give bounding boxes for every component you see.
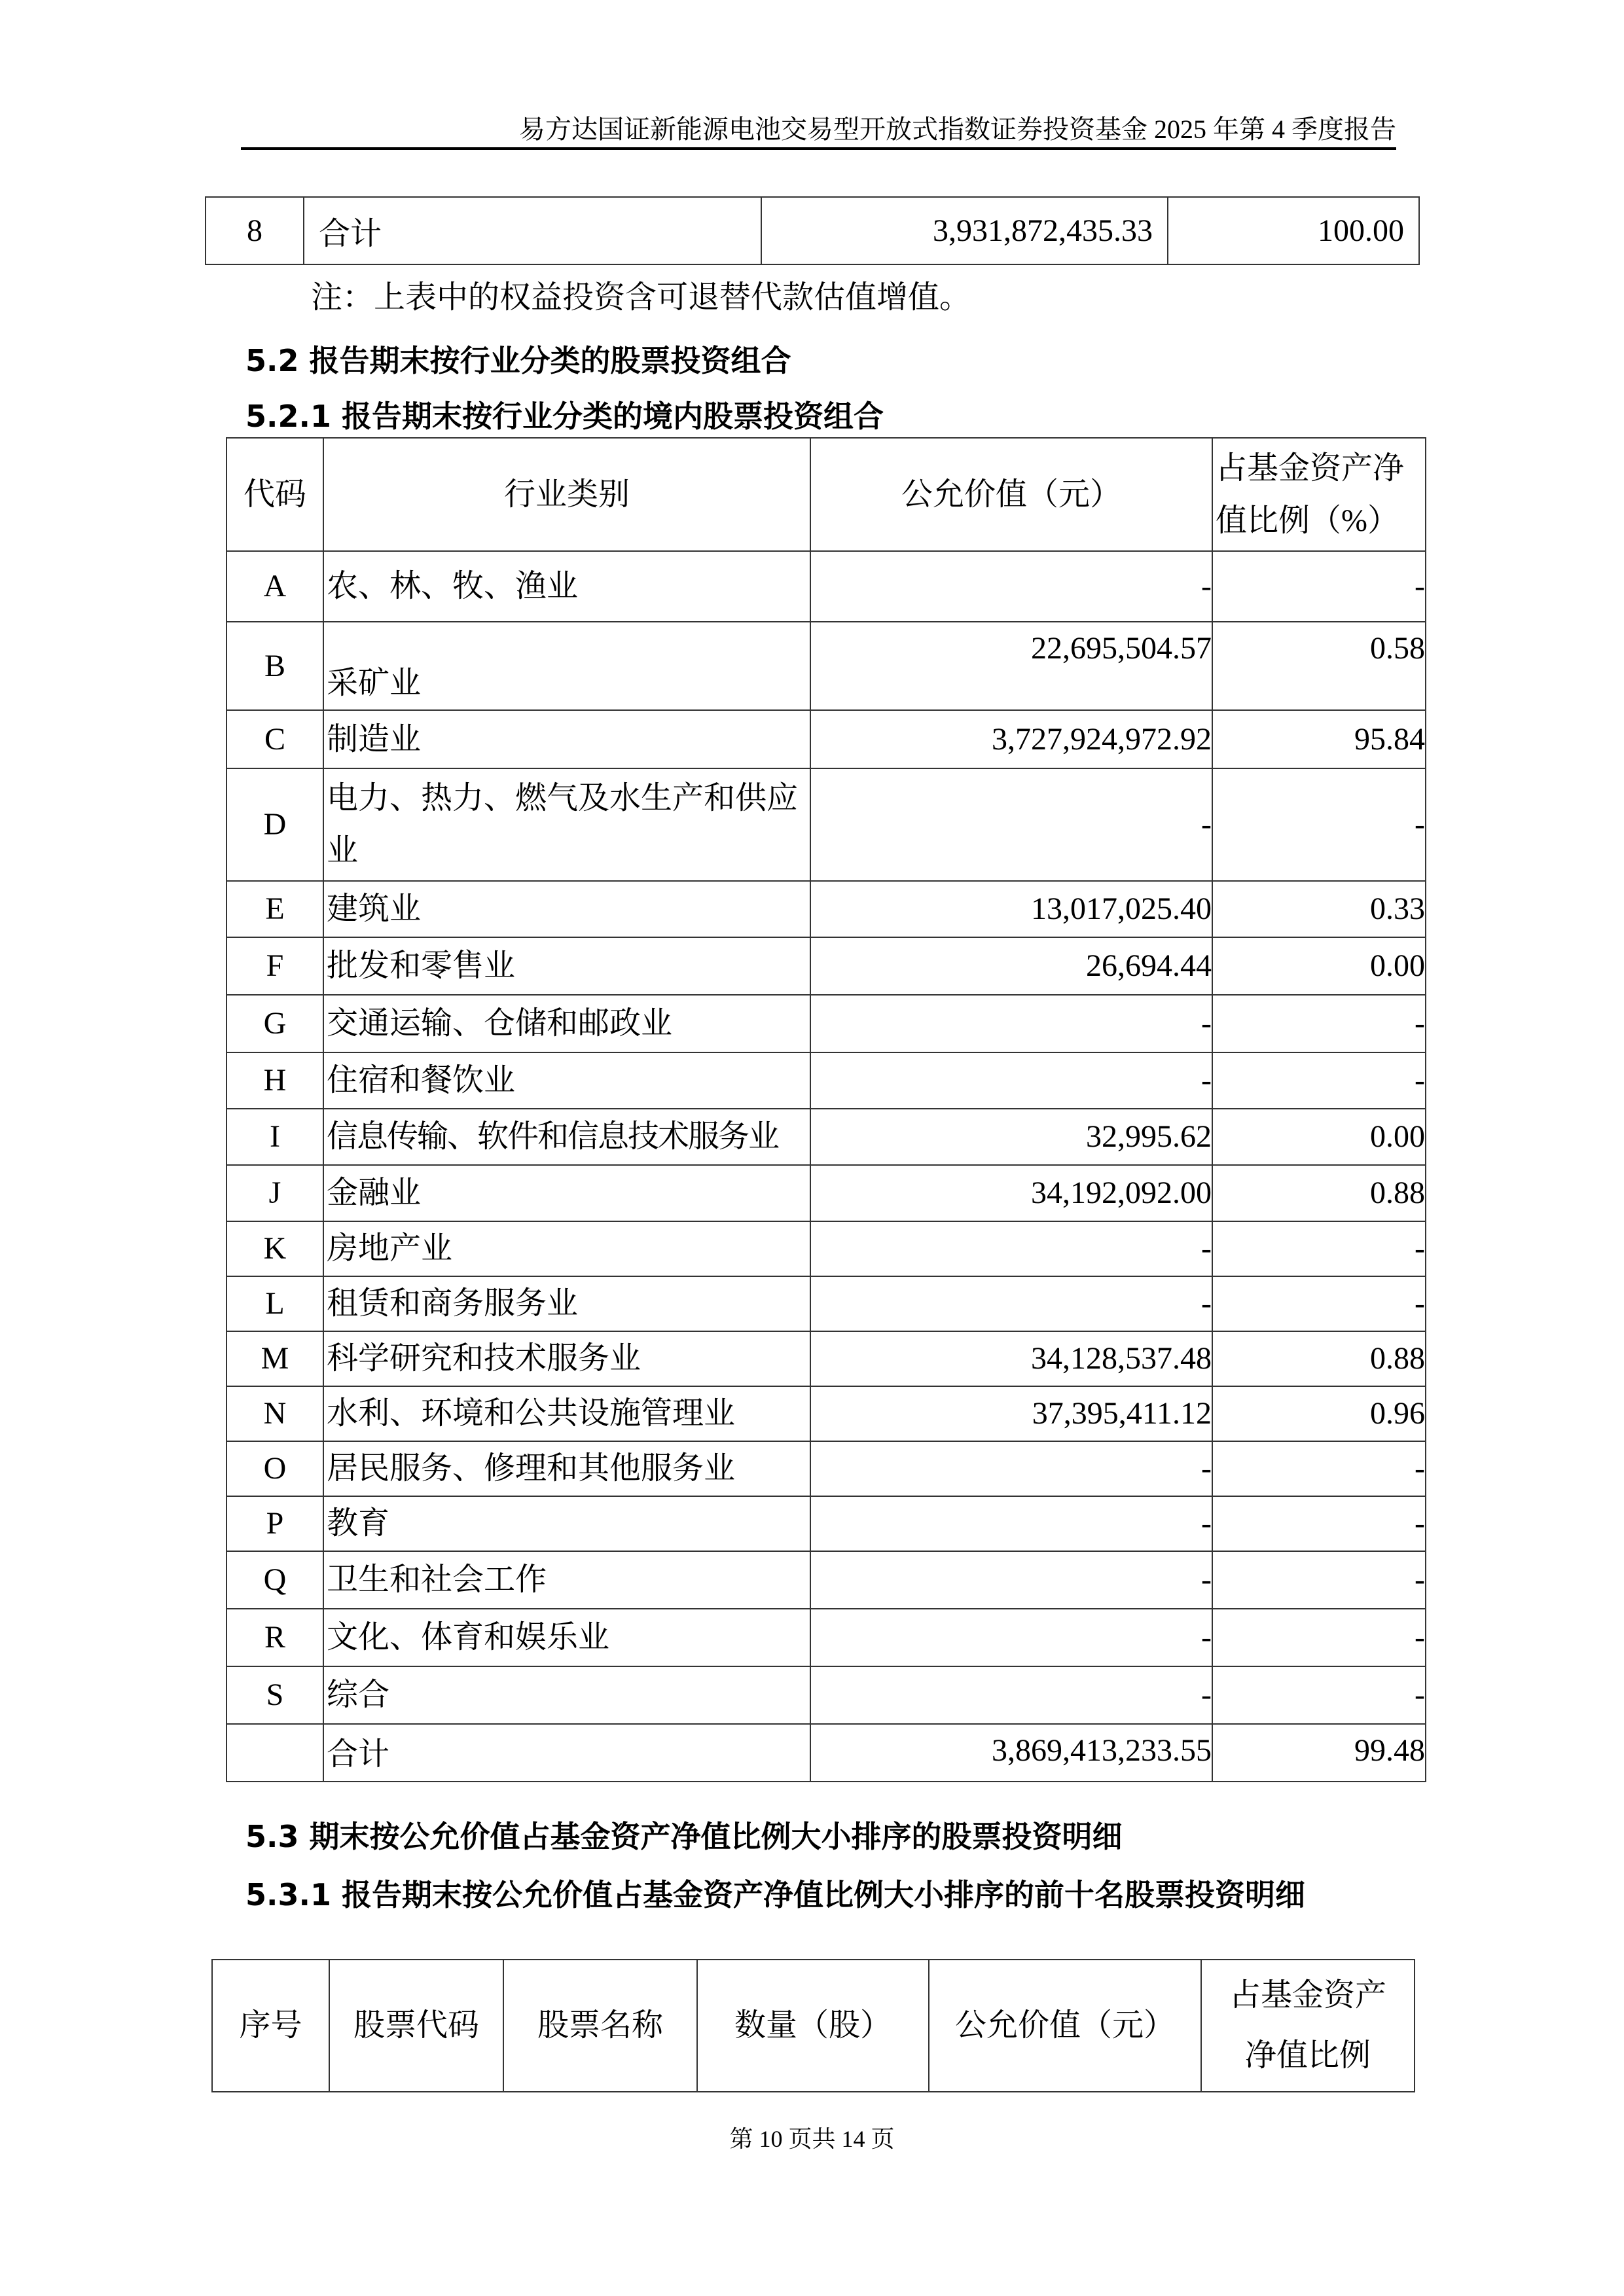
industry-code: D (226, 768, 323, 881)
industry-ratio: - (1212, 1609, 1426, 1666)
industry-fair-value: 32,995.62 (810, 1109, 1212, 1165)
industry-ratio: 0.96 (1212, 1386, 1426, 1441)
col-header-ratio-line2: 净值比例 (1244, 2038, 1371, 2073)
industry-fair-value: 34,128,537.48 (810, 1331, 1212, 1386)
page-number: 第 10 页共 14 页 (729, 2126, 895, 2152)
industry-code: C (226, 710, 323, 768)
industry-ratio: 0.00 (1212, 1109, 1426, 1165)
table-row (226, 1331, 1426, 1386)
industry-code: B (226, 622, 323, 710)
industry-fair-value: 37,395,411.12 (810, 1386, 1212, 1441)
industry-fair-value: 26,694.44 (810, 937, 1212, 995)
table-row (226, 1052, 1426, 1109)
industry-ratio: - (1212, 1221, 1426, 1276)
col-header-code: 代码 (226, 438, 323, 551)
table-row (226, 1666, 1426, 1724)
table-row (226, 881, 1426, 937)
col-header-ratio: 占基金资产净值比例（%） (1212, 438, 1426, 551)
industry-code: F (226, 937, 323, 995)
industry-name: 水利、环境和公共设施管理业 (323, 1386, 810, 1441)
industry-name: 电力、热力、燃气及水生产和供应业 (323, 768, 810, 881)
table-row (226, 710, 1426, 768)
industry-code: L (226, 1276, 323, 1331)
industry-code: E (226, 881, 323, 937)
col-header-ratio (1201, 1960, 1415, 2092)
table-row (226, 1609, 1426, 1666)
section-heading-5-3: 5.3 期末按公允价值占基金资产净值比例大小排序的股票投资明细 (245, 1819, 1123, 1854)
industry-ratio: - (1212, 995, 1426, 1052)
industry-code: Q (226, 1551, 323, 1609)
industry-fair-value: - (810, 1609, 1212, 1666)
industry-fair-value: 22,695,504.57 (810, 622, 1212, 710)
note-text: 注：上表中的权益投资含可退替代款估值增值。 (311, 280, 971, 315)
industry-ratio: - (1212, 1276, 1426, 1331)
industry-name: 建筑业 (323, 881, 810, 937)
industry-ratio: 0.58 (1212, 622, 1426, 710)
industry-fair-value: - (810, 1276, 1212, 1331)
industry-ratio: - (1212, 1441, 1426, 1496)
table-header-row (226, 438, 1426, 551)
industry-ratio: - (1212, 1551, 1426, 1609)
industry-code: S (226, 1666, 323, 1724)
industry-name: 卫生和社会工作 (323, 1551, 810, 1609)
table-row (226, 1551, 1426, 1609)
industry-ratio: 0.88 (1212, 1165, 1426, 1221)
industry-fair-value: - (810, 1496, 1212, 1551)
industry-ratio: - (1212, 551, 1426, 622)
industry-ratio: - (1212, 1496, 1426, 1551)
top10-stocks-table (211, 1959, 1415, 2092)
industry-name: 农、林、牧、渔业 (323, 551, 810, 622)
running-header: 易方达国证新能源电池交易型开放式指数证券投资基金 2025 年第 4 季度报告 (519, 115, 1396, 144)
industry-name: 文化、体育和娱乐业 (323, 1609, 810, 1666)
industry-name: 住宿和餐饮业 (323, 1052, 810, 1109)
col-header-stock-name: 股票名称 (503, 1960, 697, 2092)
industry-name: 采矿业 (323, 622, 810, 710)
table-row (226, 1109, 1426, 1165)
table-row (226, 1276, 1426, 1331)
table-row (226, 1165, 1426, 1221)
col-header-industry: 行业类别 (323, 438, 810, 551)
industry-name: 综合 (323, 1666, 810, 1724)
section-heading-5-3-1: 5.3.1 报告期末按公允价值占基金资产净值比例大小排序的前十名股票投资明细 (245, 1877, 1305, 1912)
industry-name: 教育 (323, 1496, 810, 1551)
asset-allocation-table-tail (205, 196, 1420, 265)
industry-code: A (226, 551, 323, 622)
col-header-fair-value: 公允价值（元） (929, 1960, 1201, 2092)
industry-ratio: 0.00 (1212, 937, 1426, 995)
industry-ratio: - (1212, 768, 1426, 881)
section-heading-5-2: 5.2 报告期末按行业分类的股票投资组合 (245, 343, 791, 378)
industry-name: 居民服务、修理和其他服务业 (323, 1441, 810, 1496)
industry-ratio: 0.88 (1212, 1331, 1426, 1386)
industry-fair-value: 34,192,092.00 (810, 1165, 1212, 1221)
industry-name: 合计 (323, 1724, 810, 1782)
table-row (226, 1386, 1426, 1441)
table-row (226, 622, 1426, 710)
industry-name: 制造业 (323, 710, 810, 768)
industry-name: 信息传输、软件和信息技术服务业 (323, 1109, 810, 1165)
industry-table (226, 437, 1426, 1782)
industry-fair-value: 13,017,025.40 (810, 881, 1212, 937)
row-amount: 3,931,872,435.33 (761, 197, 1168, 264)
table-row (226, 768, 1426, 881)
industry-name: 租赁和商务服务业 (323, 1276, 810, 1331)
industry-code (226, 1724, 323, 1782)
industry-fair-value: - (810, 551, 1212, 622)
table-row (226, 1496, 1426, 1551)
industry-name: 科学研究和技术服务业 (323, 1331, 810, 1386)
table-row (226, 995, 1426, 1052)
industry-code: J (226, 1165, 323, 1221)
industry-fair-value: - (810, 768, 1212, 881)
industry-code: G (226, 995, 323, 1052)
table-row (226, 551, 1426, 622)
industry-code: H (226, 1052, 323, 1109)
col-header-fair-value: 公允价值（元） (810, 438, 1212, 551)
industry-code: P (226, 1496, 323, 1551)
industry-fair-value: - (810, 1441, 1212, 1496)
header-rule (241, 147, 1396, 150)
industry-name: 交通运输、仓储和邮政业 (323, 995, 810, 1052)
industry-code: N (226, 1386, 323, 1441)
col-header-seq: 序号 (212, 1960, 329, 2092)
industry-fair-value: - (810, 1666, 1212, 1724)
industry-ratio: 95.84 (1212, 710, 1426, 768)
table-row (206, 197, 1419, 264)
industry-fair-value: - (810, 1221, 1212, 1276)
col-header-quantity: 数量（股） (697, 1960, 929, 2092)
industry-ratio: 99.48 (1212, 1724, 1426, 1782)
table-header-row (212, 1960, 1415, 2092)
industry-name: 批发和零售业 (323, 937, 810, 995)
industry-code: I (226, 1109, 323, 1165)
row-item: 合计 (304, 197, 761, 264)
row-index: 8 (206, 197, 304, 264)
table-row (226, 1441, 1426, 1496)
industry-ratio: 0.33 (1212, 881, 1426, 937)
col-header-stock-code: 股票代码 (329, 1960, 503, 2092)
col-header-ratio-line1: 占基金资产 (1229, 1978, 1386, 2013)
industry-fair-value: 3,869,413,233.55 (810, 1724, 1212, 1782)
table-row-total (226, 1724, 1426, 1782)
row-ratio: 100.00 (1168, 197, 1419, 264)
industry-fair-value: - (810, 995, 1212, 1052)
industry-ratio: - (1212, 1666, 1426, 1724)
industry-fair-value: - (810, 1052, 1212, 1109)
industry-code: O (226, 1441, 323, 1496)
industry-code: K (226, 1221, 323, 1276)
section-heading-5-2-1: 5.2.1 报告期末按行业分类的境内股票投资组合 (245, 399, 884, 434)
industry-code: R (226, 1609, 323, 1666)
industry-ratio: - (1212, 1052, 1426, 1109)
industry-name: 房地产业 (323, 1221, 810, 1276)
table-row (226, 937, 1426, 995)
industry-name: 金融业 (323, 1165, 810, 1221)
table-row (226, 1221, 1426, 1276)
industry-code: M (226, 1331, 323, 1386)
industry-fair-value: - (810, 1551, 1212, 1609)
industry-fair-value: 3,727,924,972.92 (810, 710, 1212, 768)
